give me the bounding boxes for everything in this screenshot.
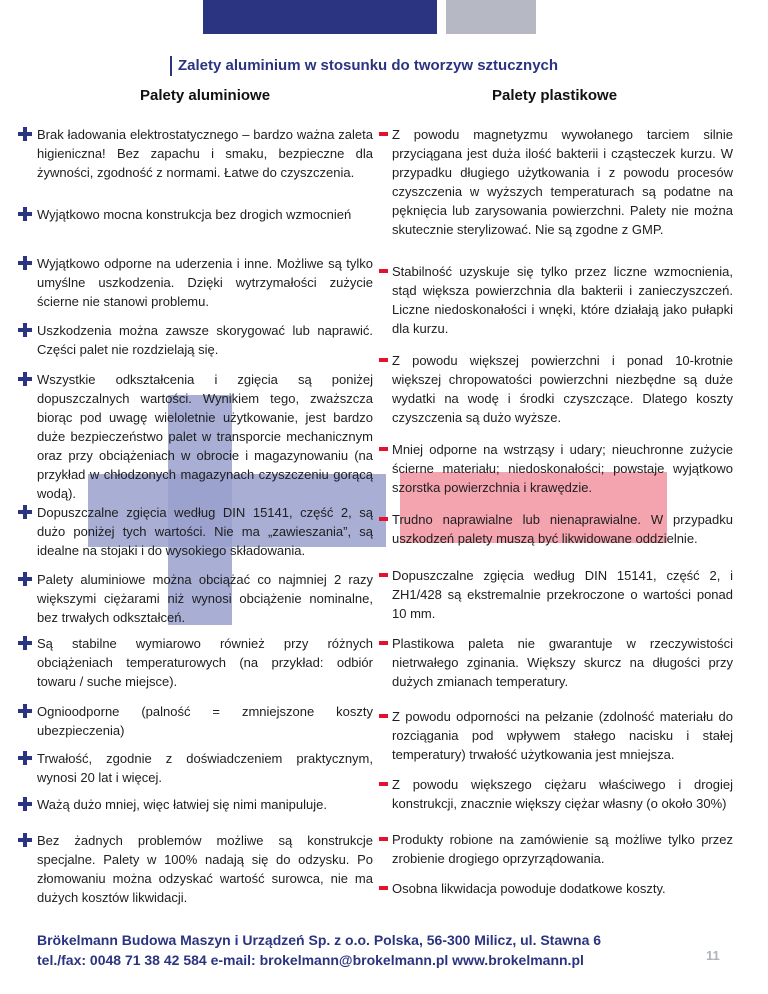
con-item-text: Trudno naprawialne lub nienaprawialne. W przypadku uszkodzeń palety muszą być likwidowane oddzielnie. bbox=[392, 512, 733, 546]
con-item-text: Z powodu większej powierzchni i ponad 10-krotnie większej chropowatości powierzchni niezbędne są duże wydatki na wodę i środki czyszczące. Dlatego koszty czyszczenia są dużo wyższe. bbox=[392, 353, 733, 425]
minus-icon bbox=[379, 573, 388, 577]
pro-item-text: Ważą dużo mniej, więc łatwiej się nimi manipuluje. bbox=[37, 797, 327, 812]
con-item bbox=[392, 566, 733, 623]
pro-item-text: Uszkodzenia można zawsze skorygować lub naprawić. Części palet nie rozdzielają się. bbox=[37, 323, 373, 357]
pro-item bbox=[37, 205, 373, 224]
con-item-text: Dopuszczalne zgięcia według DIN 15141, część 2, i ZH1/428 są ekstremalnie przekroczone o wartości ponad 10 mm. bbox=[392, 568, 733, 621]
pro-item-text: Są stabilne wymiarowo również przy różnych obciążeniach temperaturowych (na przykład: odbiór towaru / suche miejsce). bbox=[37, 636, 373, 689]
left-column-heading: Palety aluminiowe bbox=[140, 87, 271, 104]
pro-item-text: Dopuszczalne zgięcia według DIN 15141, część 2, są dużo poniżej tych wartości. Nie ma „zawieszania”, są idealne na stojaki i do wysokiego składowania. bbox=[37, 505, 373, 558]
plus-icon bbox=[18, 323, 32, 337]
con-item-text: Osobna likwidacja powoduje dodatkowe koszty. bbox=[392, 881, 666, 896]
minus-icon bbox=[379, 837, 388, 841]
pro-item-text: Ognioodporne (palność = zmniejszone koszty ubezpieczenia) bbox=[37, 704, 373, 738]
minus-icon bbox=[379, 358, 388, 362]
pro-item bbox=[37, 503, 373, 560]
pro-item-text: Bez żadnych problemów możliwe są konstrukcje specjalne. Palety w 100% nadają się do odzysku. Po złomowaniu można odzyskać wartość surowca, nie ma dużych kosztów likwidacji. bbox=[37, 833, 373, 905]
pro-item bbox=[37, 254, 373, 311]
pro-item-text: Trwałość, zgodnie z doświadczeniem praktycznym, wynosi 20 lat i więcej. bbox=[37, 751, 373, 785]
con-item bbox=[392, 351, 733, 427]
plus-icon bbox=[18, 704, 32, 718]
pro-item-text: Brak ładowania elektrostatycznego – bardzo ważna zaleta higieniczna! Bez zapachu i smaku, bezpieczne dla żywności, zgodność z normami. Łatwe do czyszczenia. bbox=[37, 127, 373, 180]
con-item-text: Mniej odporne na wstrząsy i udary; nieuchronne zużycie ścierne materiału; niedoskonałości; powstaje wyjątkowo szorstka powierzchnia i krawędzie. bbox=[392, 442, 733, 495]
right-column-heading: Palety plastikowe bbox=[492, 87, 618, 104]
pro-item-text: Wszystkie odkształcenia i zgięcia są poniżej dopuszczalnych wartości. Wynikiem tego, zważszcza biorąc pod uwagę wieloletnie użytkowanie, jest bardzo duże bezpieczeństwo palet w transporcie mechanicznym oraz przy obciążeniach w obrocie i magazynowaniu (na przykład w chłodzonych magazynach czyszczeniu gorącą wodą). bbox=[37, 372, 373, 501]
con-item bbox=[392, 707, 733, 764]
header-tab-blue bbox=[203, 0, 437, 34]
con-item bbox=[392, 634, 733, 691]
plus-icon bbox=[18, 751, 32, 765]
pro-item bbox=[37, 749, 373, 787]
plus-icon bbox=[18, 127, 32, 141]
con-item bbox=[392, 125, 733, 239]
pro-item-text: Wyjątkowo odporne na uderzenia i inne. Możliwe są tylko umyślne uszkodzenia. Dzięki wytrzymałości zużycie ścierne nie stanowi problemu. bbox=[37, 256, 373, 309]
pro-item bbox=[37, 795, 373, 814]
plus-icon bbox=[18, 207, 32, 221]
con-item bbox=[392, 830, 733, 868]
plus-icon bbox=[18, 572, 32, 586]
plus-icon bbox=[18, 797, 32, 811]
con-item-text: Produkty robione na zamówienie są możliwe tylko przez zrobienie drogiego oprzyrządowania. bbox=[392, 832, 733, 866]
pro-item bbox=[37, 831, 373, 907]
footer-contact-line: tel./fax: 0048 71 38 42 584 e-mail: brokelmann@brokelmann.pl www.brokelmann.pl bbox=[37, 952, 584, 968]
plus-icon bbox=[18, 833, 32, 847]
pro-item bbox=[37, 634, 373, 691]
minus-icon bbox=[379, 782, 388, 786]
page-number: 11 bbox=[706, 948, 720, 963]
con-item bbox=[392, 879, 733, 898]
con-item-text: Plastikowa paleta nie gwarantuje w rzeczywistości nietrwałego zginania. Większy skurcz na długości przy dużych zmianach temperatury. bbox=[392, 636, 733, 689]
footer-contact bbox=[37, 930, 601, 970]
con-item-text: Z powodu magnetyzmu wywołanego tarciem silnie przyciągana jest duża ilość bakterii i cząsteczek kurzu. W przypadku długiego użytkowania i z powodu procesów czyszczenia w wyższych temperaturach są podatne na pęknięcia lub zarysowania powierzchni. Palety nie można skutecznie sterylizować. Nie są zgodne z GMP. bbox=[392, 127, 733, 237]
minus-icon bbox=[379, 886, 388, 890]
header-tab-gray bbox=[446, 0, 536, 34]
con-item-text: Z powodu odporności na pełzanie (zdolność materiału do rozciągania pod wpływem stałego nacisku i stałej temperatury) trwałość użytkowania jest mniejsza. bbox=[392, 709, 733, 762]
minus-icon bbox=[379, 517, 388, 521]
page-title: Zalety aluminium w stosunku do tworzyw sztucznych bbox=[170, 56, 558, 76]
plus-icon bbox=[18, 505, 32, 519]
pro-item-text: Palety aluminiowe można obciążać co najmniej 2 razy większymi ciężarami niż wynosi obciążenie nominalne, bez trwałych odkształceń. bbox=[37, 572, 373, 625]
con-item bbox=[392, 510, 733, 548]
footer-company-line: Brökelmann Budowa Maszyn i Urządzeń Sp. z o.o. Polska, 56-300 Milicz, ul. Stawna 6 bbox=[37, 932, 602, 948]
plus-icon bbox=[18, 372, 32, 386]
con-item bbox=[392, 262, 733, 338]
pro-item-text: Wyjątkowo mocna konstrukcja bez drogich wzmocnień bbox=[37, 207, 352, 222]
pro-item bbox=[37, 321, 373, 359]
con-item bbox=[392, 775, 733, 813]
con-item-text: Z powodu większego ciężaru właściwego i drogiej konstrukcji, znacznie większy ciężar własny (o około 30%) bbox=[392, 777, 733, 811]
minus-icon bbox=[379, 447, 388, 451]
con-item bbox=[392, 440, 733, 497]
minus-icon bbox=[379, 269, 388, 273]
minus-icon bbox=[379, 714, 388, 718]
pro-item bbox=[37, 125, 373, 182]
minus-icon bbox=[379, 641, 388, 645]
plus-icon bbox=[18, 636, 32, 650]
minus-icon bbox=[379, 132, 388, 136]
con-item-text: Stabilność uzyskuje się tylko przez liczne wzmocnienia, stąd większa powierzchnia dla bakterii i zanieczyszczeń. Liczne niedoskonałości i wnęki, które działają jako pułapki dla kurzu. bbox=[392, 264, 733, 336]
pro-item bbox=[37, 702, 373, 740]
plus-icon bbox=[18, 256, 32, 270]
pro-item bbox=[37, 370, 373, 503]
pro-item bbox=[37, 570, 373, 627]
